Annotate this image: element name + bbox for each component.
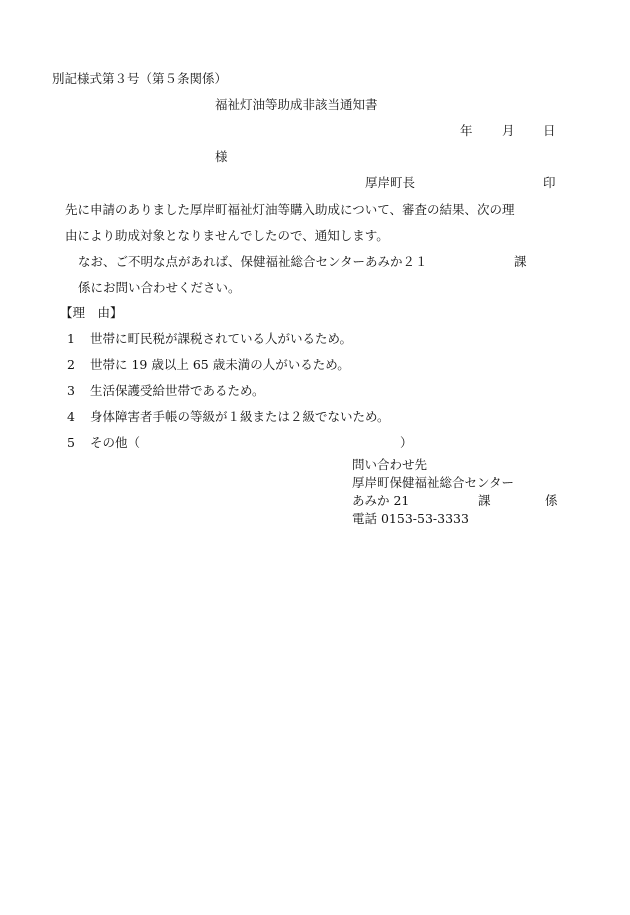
body-para2-line2: 係にお問い合わせください。 [78,280,241,295]
body-para1-line1: 先に申請のありました厚岸町福祉灯油等購入助成について、審査の結果、次の理 [65,202,515,217]
body-para2-ka: 課 [514,254,527,269]
reason-text: 身体障害者手帳の等級が１級または２級でないため。 [90,409,390,424]
issuer-name: 厚岸町長 [365,175,416,190]
date-month: 月 [502,123,515,138]
date-year: 年 [460,123,473,138]
form-label: 別記様式第３号（第５条関係） [52,71,228,86]
addressee-suffix: 様 [215,149,228,164]
reason-number: 4 [67,409,75,424]
document-title: 福祉灯油等助成非該当通知書 [215,97,378,112]
date-day: 日 [543,123,556,138]
issuer-seal: 印 [543,175,556,190]
body-para1-line2: 由により助成対象となりませんでしたので、通知します。 [65,228,389,243]
contact-org: 厚岸町保健福祉総合センター [352,475,515,490]
contact-kakari: 係 [545,493,558,508]
reason-text: 世帯に町民税が課税されている人がいるため。 [90,331,353,346]
reason-number: 1 [67,331,75,346]
reason-number: 2 [67,357,75,372]
contact-dept: あみか 21 [352,493,410,508]
contact-phone: 電話 0153-53-3333 [352,511,469,526]
reason-text: その他（ [90,435,141,450]
reason-other-close: ） [400,435,413,450]
reason-text: 世帯に 19 歳以上 65 歳未満の人がいるため。 [90,357,350,372]
contact-ka: 課 [478,493,491,508]
body-para2-line1: なお、ご不明な点があれば、保健福祉総合センターあみか２１ [78,254,428,269]
reason-number: 5 [67,435,75,450]
reason-text: 生活保護受給世帯であるため。 [90,383,265,398]
reasons-heading: 【理 由】 [60,305,123,320]
contact-heading: 問い合わせ先 [352,457,428,472]
reason-number: 3 [67,383,75,398]
